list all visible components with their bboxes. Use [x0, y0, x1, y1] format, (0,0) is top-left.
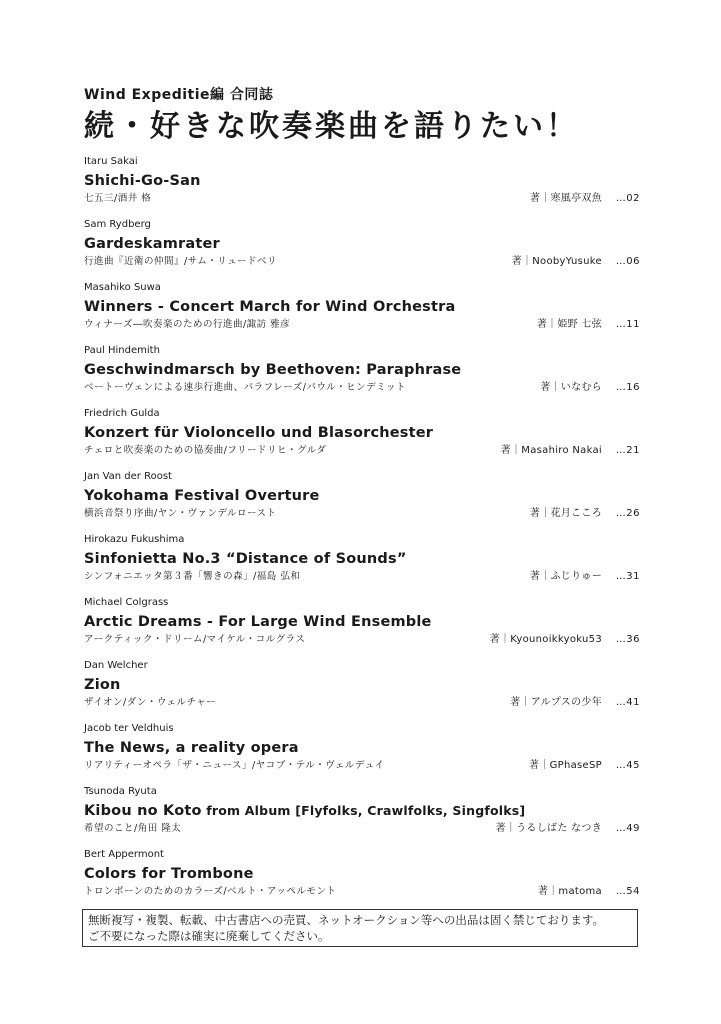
entry-meta — [496, 822, 640, 835]
work-title: Yokohama Festival Overture — [84, 488, 320, 504]
toc-entry — [84, 470, 640, 533]
japanese-title: アークティック・ドリーム/マイケル・コルグラス — [84, 634, 306, 645]
page-title: 続・好きな吹奏楽曲を語りたい！ — [84, 109, 579, 144]
page-number: …06 — [615, 256, 640, 267]
japanese-title: ウィナーズ―吹奏楽のための行進曲/諏訪 雅彦 — [84, 319, 291, 330]
author-credit: 著｜姫野 七弦 — [536, 319, 602, 330]
author-credit: 著｜うるしばた なつき — [495, 823, 602, 834]
entry-meta — [530, 570, 640, 583]
author-credit: 著｜寒風亭双魚 — [529, 193, 602, 204]
anthology-subtitle: Wind Expeditie編 合同誌 — [84, 87, 274, 103]
japanese-title: チェロと吹奏楽のための協奏曲/フリードリヒ・グルダ — [84, 445, 327, 456]
japanese-title: シンフォニエッタ第３番「響きの森」/福島 弘和 — [84, 571, 301, 582]
page-number: …26 — [615, 508, 640, 519]
entry-meta — [529, 759, 640, 772]
toc-entry — [84, 155, 640, 218]
japanese-title: 横浜音祭り序曲/ヤン・ヴァンデルロースト — [84, 508, 277, 519]
author-credit: 著｜ふじりゅー — [529, 571, 602, 582]
entry-meta — [540, 381, 640, 394]
japanese-title: ベートーヴェンによる速歩行進曲、パラフレーズ/パウル・ヒンデミット — [84, 382, 406, 393]
entry-meta — [537, 318, 640, 331]
composer-name: Paul Hindemith — [84, 345, 160, 356]
work-title: Kibou no Koto from Album [Flyfolks, Crawlfolks, Singfolks] — [84, 803, 526, 819]
composer-name: Itaru Sakai — [84, 156, 138, 167]
toc-entry — [84, 407, 640, 470]
composer-name: Jan Van der Roost — [84, 471, 172, 482]
entry-meta — [538, 885, 640, 898]
page-number: …41 — [615, 697, 640, 708]
japanese-title: ザイオン/ダン・ウェルチャー — [84, 697, 217, 708]
work-title: Gardeskamrater — [84, 236, 220, 252]
work-title: The News, a reality opera — [84, 740, 299, 756]
toc-entry — [84, 659, 640, 722]
page-number: …36 — [615, 634, 640, 645]
toc-entry — [84, 596, 640, 659]
composer-name: Jacob ter Veldhuis — [84, 723, 174, 734]
page-number: …02 — [615, 193, 640, 204]
toc-entry — [84, 344, 640, 407]
toc-entry — [84, 281, 640, 344]
composer-name: Tsunoda Ryuta — [84, 786, 157, 797]
work-title: Konzert für Violoncello und Blasorchester — [84, 425, 434, 441]
entry-meta — [512, 255, 640, 268]
author-credit: 著｜GPhaseSP — [529, 760, 602, 771]
entry-meta — [530, 507, 640, 520]
toc-list — [84, 155, 640, 911]
entry-meta — [501, 444, 640, 457]
copyright-notice — [82, 909, 638, 947]
work-title: Zion — [84, 677, 121, 693]
page-number: …16 — [615, 382, 640, 393]
toc-entry — [84, 722, 640, 785]
composer-name: Bert Appermont — [84, 849, 164, 860]
page-number: …54 — [615, 886, 640, 897]
japanese-title: 七五三/酒井 格 — [84, 193, 152, 204]
toc-entry — [84, 785, 640, 848]
work-title: Arctic Dreams - For Large Wind Ensemble — [84, 614, 432, 630]
toc-entry — [84, 218, 640, 281]
author-credit: 著｜花月こころ — [529, 508, 602, 519]
author-credit: 著｜Kyounoikkyoku53 — [489, 634, 602, 645]
work-title: Geschwindmarsch by Beethoven: Paraphrase — [84, 362, 462, 378]
author-credit: 著｜Masahiro Nakai — [500, 445, 602, 456]
notice-line-1: 無断複写・複製、転載、中古書店への売買、ネットオークション等への出品は固く禁じております。 — [88, 913, 604, 927]
work-title: Sinfonietta No.3 “Distance of Sounds” — [84, 551, 407, 567]
work-title: Shichi-Go-San — [84, 173, 201, 189]
japanese-title: 希望のこと/角田 隆太 — [84, 823, 182, 834]
composer-name: Dan Welcher — [84, 660, 148, 671]
page-number: …49 — [615, 823, 640, 834]
composer-name: Masahiko Suwa — [84, 282, 161, 293]
composer-name: Friedrich Gulda — [84, 408, 160, 419]
author-credit: 著｜アルプスの少年 — [510, 697, 602, 708]
entry-meta — [530, 192, 640, 205]
japanese-title: 行進曲『近衛の仲間』/サム・リュードベリ — [84, 256, 277, 267]
composer-name: Sam Rydberg — [84, 219, 151, 230]
work-title: Colors for Trombone — [84, 866, 254, 882]
page-number: …21 — [615, 445, 640, 456]
notice-line-2: ご不要になった際は確実に廃棄してください。 — [88, 929, 330, 943]
page-number: …45 — [615, 760, 640, 771]
author-credit: 著｜matoma — [537, 886, 602, 897]
author-credit: 著｜いなむら — [540, 382, 602, 393]
work-title: Winners - Concert March for Wind Orchestra — [84, 299, 456, 315]
toc-entry — [84, 533, 640, 596]
japanese-title: リアリティーオペラ「ザ・ニュース」/ヤコブ・テル・ヴェルデュイ — [84, 760, 385, 771]
page-number: …11 — [615, 319, 640, 330]
japanese-title: トロンボーンのためのカラーズ/ベルト・アッペルモント — [84, 886, 337, 897]
entry-meta — [490, 633, 640, 646]
composer-name: Hirokazu Fukushima — [84, 534, 185, 545]
toc-entry — [84, 848, 640, 911]
composer-name: Michael Colgrass — [84, 597, 169, 608]
entry-meta — [510, 696, 640, 709]
page-number: …31 — [615, 571, 640, 582]
author-credit: 著｜NoobyYusuke — [511, 256, 602, 267]
